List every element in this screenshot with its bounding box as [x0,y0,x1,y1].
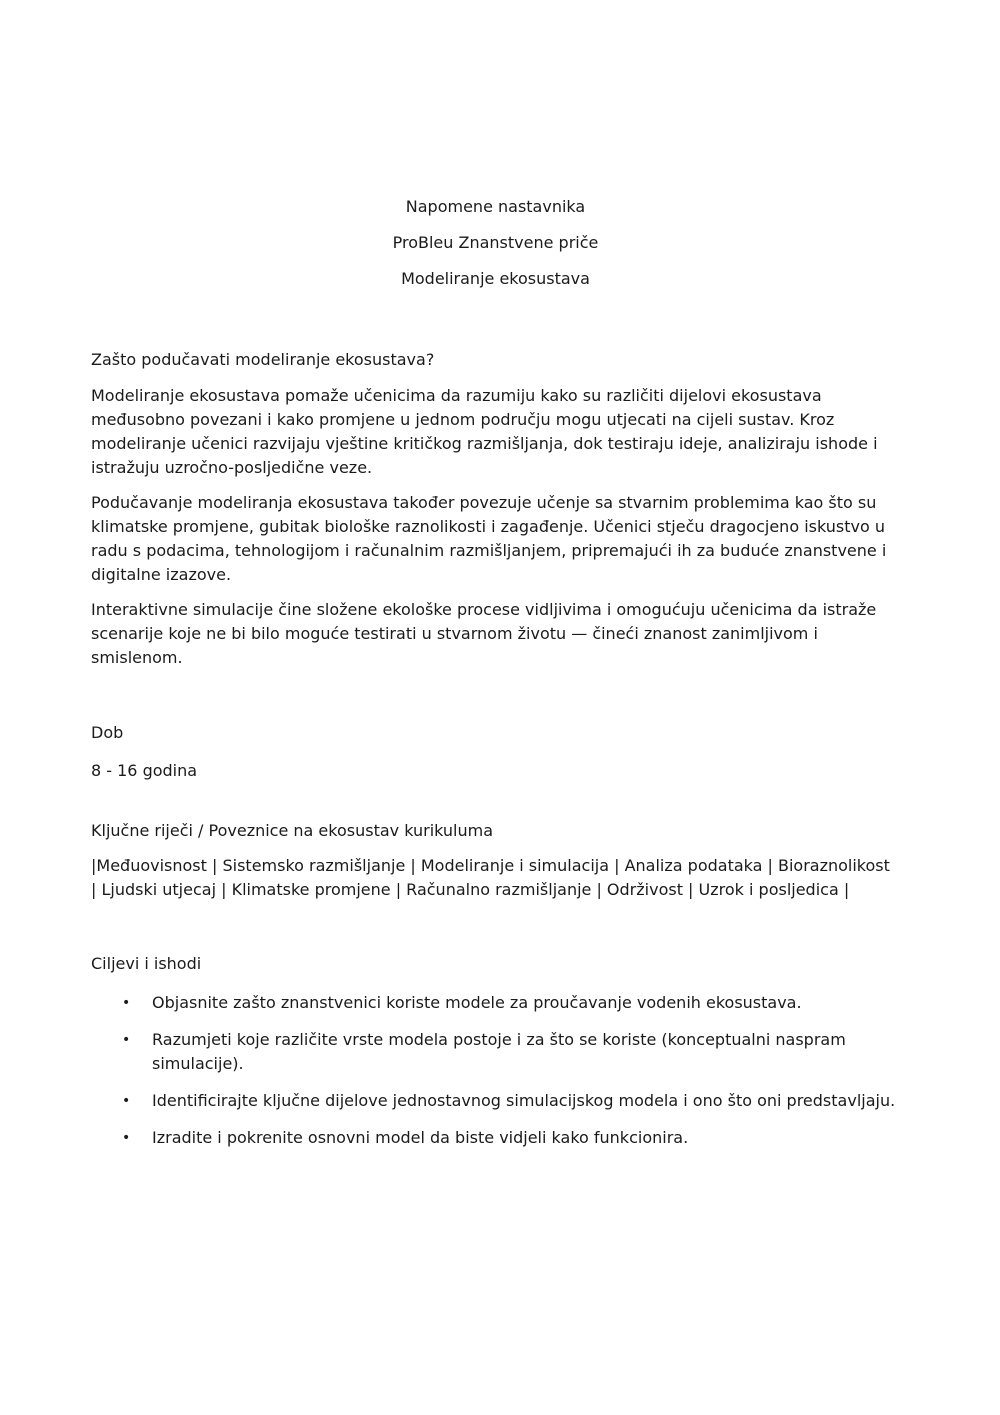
goal-item-2: • Razumjeti koje različite vrste modela postoje i za što se koriste (konceptualni naspram simulacije). [91,1028,900,1076]
why-paragraph-3: Interaktivne simulacije čine složene ekološke procese vidljivima i omogućuju učenicima da istraže scenarije koje ne bi bilo moguće testirati u stvarnom životu — čineći znanost zanimljivom i smislenom. [91,600,877,667]
keywords-list: |Međuovisnost | Sistemsko razmišljanje | Modeliranje i simulacija | Analiza podataka | Bioraznolikost | Ljudski utjecaj | Klimatske promjene | Računalno razmišljanje | Održivost | Uzrok i posljedica | [91,856,890,899]
age-range-value: 8 - 16 godina [91,761,198,780]
why-paragraph-1: Modeliranje ekosustava pomaže učenicima da razumiju kako su različiti dijelovi ekosustava međusobno povezani i kako promjene u jednom području mogu utjecati na cijeli sustav. Kroz modeliranje učenici razvijaju vještine kritičkog razmišljanja, dok testiraju ideje, analiziraju ishode i istražuju uzročno-posljedične veze. [91,386,878,477]
goal-item-1: • Objasnite zašto znanstvenici koriste modele za proučavanje vodenih ekosustava. [91,991,900,1015]
section-age-heading: Dob [91,723,124,742]
goals-list [91,991,900,1150]
section-keywords [91,819,900,902]
doc-title-line-2: ProBleu Znanstvene priče [392,233,599,252]
doc-title-line-1: Napomene nastavnika [405,197,586,216]
section-goals-heading: Ciljevi i ishodi [91,954,202,973]
section-why-heading: Zašto podučavati modeliranje ekosustava? [91,350,435,369]
section-goals [91,952,900,1150]
section-keywords-heading: Ključne riječi / Poveznice na ekosustav kurikuluma [91,821,494,840]
doc-title-line-3: Modeliranje ekosustava [401,269,590,288]
goal-item-3: • Identificirajte ključne dijelove jednostavnog simulacijskog modela i ono što oni predstavljaju. [91,1089,900,1113]
why-paragraph-2: Podučavanje modeliranja ekosustava također povezuje učenje sa stvarnim problemima kao što su klimatske promjene, gubitak biološke raznolikosti i zagađenje. Učenici stječu dragocjeno iskustvo u radu s podacima, tehnologijom i računalnim razmišljanjem, pripremajući ih za buduće znanstvene i digitalne izazove. [91,493,887,584]
document-header [91,195,900,291]
goal-item-4: • Izradite i pokrenite osnovni model da biste vidjeli kako funkcionira. [91,1126,900,1150]
section-age [91,721,900,783]
section-why [91,348,900,670]
